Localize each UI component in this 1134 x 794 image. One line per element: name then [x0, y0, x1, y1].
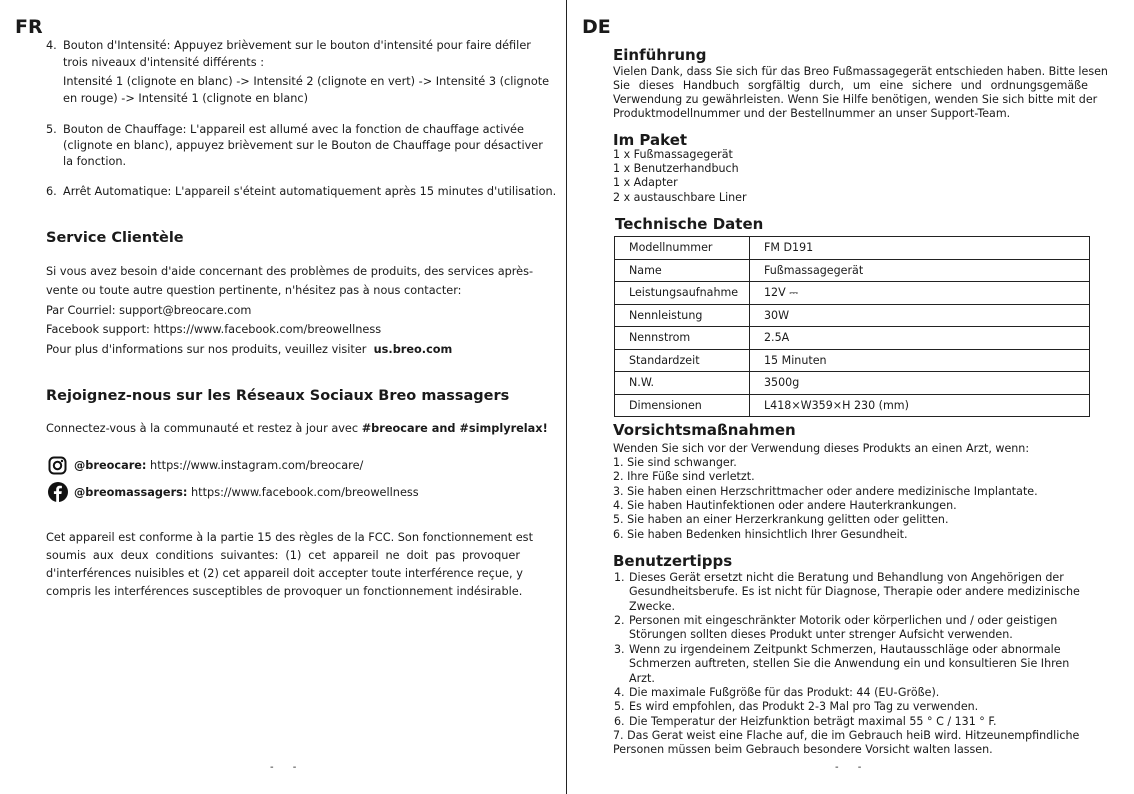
de-tip-2-line-2: Störungen sollten dieses Produkt unter strenger Aufsicht verwenden. [629, 628, 1013, 641]
tech-label: Name [615, 259, 750, 282]
de-caution-item-5: 5. Sie haben an einer Herzerkrankung gelitten oder gelitten. [613, 513, 949, 526]
de-caution-intro: Wenden Sie sich vor der Verwendung dieses Produkts an einen Arzt, wenn: [613, 442, 1030, 455]
de-tip-1-line-3: Zwecke. [629, 600, 675, 613]
instagram-icon[interactable] [48, 456, 67, 479]
fr-instagram-url: https://www.instagram.com/breocare/ [150, 459, 364, 472]
de-tips-heading: Benutzertipps [613, 552, 733, 570]
table-row [615, 372, 1090, 395]
fr-item-5-line-1: Bouton de Chauffage: L'appareil est allumé avec la fonction de chauffage activée [63, 123, 524, 136]
tech-label: Leistungsaufnahme [615, 282, 750, 305]
de-tip-3-line-2: Schmerzen auftreten, stellen Sie die Anwendung ein und konsultieren Sie Ihren [629, 657, 1070, 670]
de-tip-3-number: 3. [614, 643, 625, 656]
de-tip-6-line-1: Die Temperatur der Heizfunktion beträgt maximal 55 ° C / 131 ° F. [629, 715, 997, 728]
de-tip-1-number: 1. [614, 571, 625, 584]
fr-page-footer: - - [270, 762, 305, 773]
de-tip-6-number: 6. [614, 715, 625, 728]
fr-item-4-line-2: trois niveaux d'intensité différents : [63, 56, 265, 69]
tech-label: Modellnummer [615, 237, 750, 260]
fr-service-facebook[interactable]: Facebook support: https://www.facebook.com/breowellness [46, 323, 382, 336]
de-package-item-4: 2 x austauschbare Liner [613, 191, 747, 204]
de-caution-item-6: 6. Sie haben Bedenken hinsichtlich Ihrer Gesundheit. [613, 528, 908, 541]
de-tip-1-line-1: Dieses Gerät ersetzt nicht die Beratung und Behandlung von Angehörigen der [629, 571, 1064, 584]
tech-value: 15 Minuten [750, 349, 1090, 372]
fr-item-4-line-4: en rouge) -> Intensité 1 (clignote en blanc) [63, 92, 309, 105]
fr-item-6-text: Arrêt Automatique: L'appareil s'éteint automatiquement après 15 minutes d'utilisation. [63, 185, 557, 198]
tech-value: 2.5A [750, 327, 1090, 350]
de-tip-4-number: 4. [614, 686, 625, 699]
de-tip-7-line-1: 7. Das Gerat weist eine Flache auf, die im Gebrauch heiB wird. Hitzeunempfindliche [613, 729, 1080, 742]
fr-social-text [46, 420, 548, 437]
de-caution-item-4: 4. Sie haben Hautinfektionen oder andere Hauterkrankungen. [613, 499, 957, 512]
de-tech-heading: Technische Daten [615, 215, 764, 233]
de-tip-5-line-1: Es wird empfohlen, das Produkt 2-3 Mal pro Tag zu verwenden. [629, 700, 979, 713]
de-tip-5-number: 5. [614, 700, 625, 713]
de-caution-item-2: 2. Ihre Füße sind verletzt. [613, 470, 755, 483]
fr-fcc-line-1: Cet appareil est conforme à la partie 15 des règles de la FCC. Son fonctionnement est [46, 531, 534, 544]
tech-value: 30W [750, 304, 1090, 327]
de-caution-item-3: 3. Sie haben einen Herzschrittmacher oder andere medizinische Implantate. [613, 485, 1038, 498]
de-language-label: DE [582, 16, 611, 38]
fr-service-more-link[interactable]: us.breo.com [373, 343, 453, 356]
de-page [567, 0, 1134, 794]
fr-item-4-line-3: Intensité 1 (clignote en blanc) -> Intensité 2 (clignote en vert) -> Intensité 3 (clignote [63, 75, 550, 88]
table-row [615, 394, 1090, 417]
de-tip-7-line-2: Personen müssen beim Gebrauch besondere Vorsicht walten lassen. [613, 743, 993, 756]
fr-fcc-line-4: compris les interférences susceptibles de provoquer un fonctionnement indésirable. [46, 585, 523, 598]
de-tip-3-line-3: Arzt. [629, 672, 655, 685]
table-row [615, 237, 1090, 260]
tech-value: 3500g [750, 372, 1090, 395]
de-package-item-1: 1 x Fußmassagegerät [613, 148, 733, 161]
tech-label: Dimensionen [615, 394, 750, 417]
fr-item-4-number: 4. [46, 39, 57, 52]
fr-facebook-url: https://www.facebook.com/breowellness [191, 486, 419, 499]
fr-fcc-line-3: d'interférences nuisibles et (2) cet appareil doit accepter toute interférence reçue, y [46, 567, 523, 580]
fr-item-6-number: 6. [46, 185, 57, 198]
de-tip-4-line-1: Die maximale Fußgröße für das Produkt: 44 (EU-Größe). [629, 686, 940, 699]
de-intro-line-4: Produktmodellnummer und der Bestellnummer an unser Support-Team. [613, 107, 1011, 120]
de-page-footer: - - [835, 762, 870, 773]
fr-social-heading: Rejoignez-nous sur les Réseaux Sociaux Breo massagers [46, 388, 510, 404]
fr-service-line-2: vente ou toute autre question pertinente, n'hésitez pas à nous contacter: [46, 284, 462, 297]
tech-label: Standardzeit [615, 349, 750, 372]
tech-value: FM D191 [750, 237, 1090, 260]
fr-item-5-number: 5. [46, 123, 57, 136]
fr-item-5-line-2: (clignote en blanc), appuyez brièvement sur le Bouton de Chauffage pour désactiver [63, 139, 543, 152]
fr-item-4-line-1: Bouton d'Intensité: Appuyez brièvement sur le bouton d'intensité pour faire défiler [63, 39, 531, 52]
fr-instagram-link[interactable] [74, 457, 363, 474]
fr-service-more-prefix: Pour plus d'informations sur nos produits, veuillez visiter [46, 343, 367, 356]
fr-service-heading: Service Clientèle [46, 230, 184, 246]
fr-social-hashtags: #breocare and #simplyrelax! [361, 422, 548, 435]
de-tip-1-line-2: Gesundheitsberufe. Es ist nicht für Diagnose, Therapie oder andere medizinische [629, 585, 1080, 598]
tech-value: 12V ⎓ [750, 282, 1090, 305]
table-row [615, 349, 1090, 372]
table-row [615, 304, 1090, 327]
de-package-item-3: 1 x Adapter [613, 176, 678, 189]
fr-fcc-line-2: soumis aux deux conditions suivantes: (1) cet appareil ne doit pas provoquer [46, 549, 520, 562]
fr-facebook-handle: @breomassagers: [74, 486, 188, 499]
tech-label: N.W. [615, 372, 750, 395]
tech-value: L418×W359×H 230 (mm) [750, 394, 1090, 417]
table-row [615, 259, 1090, 282]
de-package-item-2: 1 x Benutzerhandbuch [613, 162, 739, 175]
fr-social-text-prefix: Connectez-vous à la communauté et restez à jour avec [46, 422, 359, 435]
fr-service-more [46, 341, 452, 358]
de-tip-2-line-1: Personen mit eingeschränkter Motorik oder körperlichen und / oder geistigen [629, 614, 1058, 627]
table-row [615, 327, 1090, 350]
de-intro-line-3: Verwendung zu gewährleisten. Wenn Sie Hilfe benötigen, wenden Sie sich bitte mit der [613, 93, 1098, 106]
de-intro-line-1: Vielen Dank, dass Sie sich für das Breo Fußmassagegerät entschieden haben. Bitte lesen [613, 65, 1108, 78]
tech-label: Nennstrom [615, 327, 750, 350]
de-package-heading: Im Paket [613, 131, 688, 149]
fr-item-5-line-3: la fonction. [63, 155, 127, 168]
fr-service-email[interactable]: Par Courriel: support@breocare.com [46, 304, 252, 317]
tech-value: Fußmassagegerät [750, 259, 1090, 282]
de-tech-table [614, 236, 1090, 417]
de-caution-item-1: 1. Sie sind schwanger. [613, 456, 737, 469]
de-tip-2-number: 2. [614, 614, 625, 627]
fr-service-line-1: Si vous avez besoin d'aide concernant des problèmes de produits, des services après- [46, 265, 534, 278]
facebook-icon[interactable] [48, 482, 68, 506]
de-caution-heading: Vorsichtsmaßnahmen [613, 421, 796, 439]
fr-instagram-handle: @breocare: [74, 459, 147, 472]
fr-facebook-link[interactable] [74, 484, 419, 501]
de-tip-3-line-1: Wenn zu irgendeinem Zeitpunkt Schmerzen, Hautausschläge oder abnormale [629, 643, 1061, 656]
tech-label: Nennleistung [615, 304, 750, 327]
de-intro-line-2: Sie dieses Handbuch sorgfältig durch, um eine sichere und ordnungsgemäße [613, 79, 1088, 92]
de-intro-heading: Einführung [613, 46, 707, 64]
fr-language-label: FR [15, 16, 43, 38]
table-row [615, 282, 1090, 305]
